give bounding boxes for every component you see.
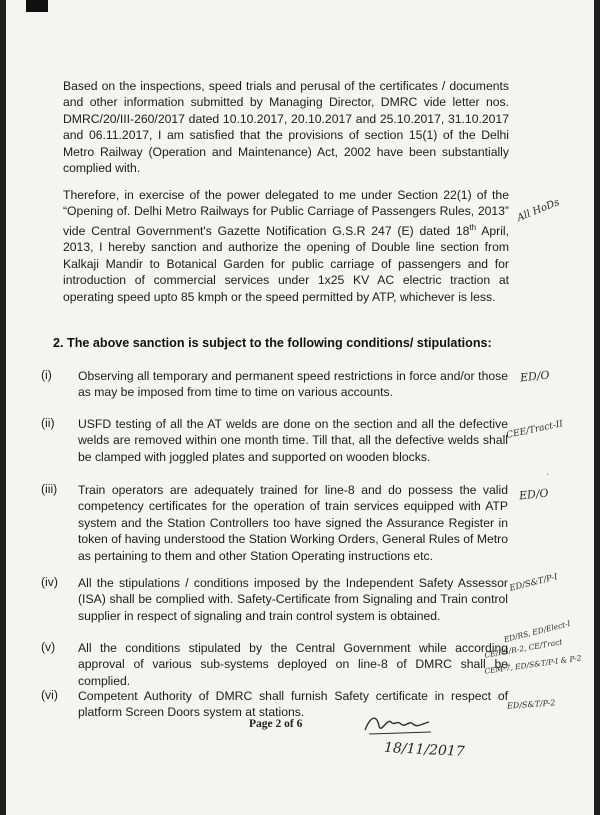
- item-number: (vi): [41, 688, 58, 702]
- page-number: Page 2 of 6: [249, 718, 303, 730]
- ordinal-suffix: th: [469, 222, 477, 232]
- conditions-heading: 2. The above sanction is subject to the following conditions/ stipulations:: [53, 336, 492, 350]
- item-number: (iii): [41, 482, 58, 496]
- handwritten-note-ed-st-p1: ED/S&T/P-I: [508, 572, 559, 594]
- item-number: (v): [41, 640, 56, 654]
- item-number: (i): [41, 368, 52, 382]
- paragraph-inspection: Based on the inspections, speed trials and perusal of the certificates / documents and other information submitted by Managing Director, DMRC vide letter nos. DMRC/20/III-260/2017 dated 10.10.2017, 20.10.2017 and 25.10.2017, 31.10.2017 and 06.11.2017, I am satisfied that the provisions of section 15(1) of the Delhi Metro Railway (Operation and Maintenance) Act, 2002 have been substantially complied with.: [63, 79, 509, 176]
- binder-tab: [26, 0, 48, 12]
- handwritten-date: 18/11/2017: [383, 739, 466, 761]
- condition-item: All the conditions stipulated by the Central Government while according approval of various sub-systems deployed on line-8 of DMRC shall be complied.: [78, 641, 508, 688]
- condition-item: Train operators are adequately trained for line-8 and do possess the valid competency certificates for the operation of train services equipped with ATP system and the Station Controllers too have signed the Assurance Register in token of having understood the Station Working Orders, General Rules of Metro as pertaining to them and other Station Operating instructions etc.: [78, 483, 508, 563]
- item-number: (ii): [41, 416, 55, 430]
- paragraph-sanction-part2: April, 2013, I hereby sanction and authorize the opening of Double line section from Kalkaji Mandir to Botanical Garden for public carriage of passengers and for introduction of commercial services under 1x25 KV AC electric traction at operating speed upto 85 kmph or the speed permitted by ATP, whichever is less.: [63, 223, 510, 304]
- handwritten-note-ed-o: ED/O: [519, 368, 551, 385]
- item-number: (iv): [41, 575, 58, 589]
- scan-border-right: [594, 0, 600, 815]
- handwritten-note-cem: CEM-7, ED/S&T/P-I & P-2: [483, 653, 583, 676]
- handwritten-note-cee-tract: CEE/Tract-II: [505, 419, 564, 441]
- handwritten-note-ce-rs: CE/RS/R-2, CE/Tract: [483, 637, 563, 660]
- handwritten-note-ed-o: ED/O: [518, 486, 550, 503]
- handwritten-note-ed-st-p2: ED/S&T/P-2: [506, 698, 556, 711]
- scan-speck: ·: [546, 470, 550, 481]
- paragraph-sanction: [63, 187, 509, 305]
- condition-item: USFD testing of all the AT welds are done on the section and all the defective welds are removed within one month time. Till that, all the defective welds shall be clamped with joggled plates and supported on wooden blocks.: [78, 417, 508, 464]
- condition-item: Observing all temporary and permanent speed restrictions in force and/or those as may be imposed from time to time on various accounts.: [78, 369, 508, 400]
- condition-item: Competent Authority of DMRC shall furnish Safety certificate in respect of platform Screen Doors system at stations.: [78, 689, 508, 720]
- signature-icon: [361, 710, 441, 740]
- paragraph-sanction-part1: Therefore, in exercise of the power delegated to me under Section 22(1) of the “Opening of. Delhi Metro Railways for Public Carriage of Passengers Rules, 2013” vide Central Government's Gazette Notification G.S.R 247 (E) dated 18: [63, 188, 509, 238]
- document-page: [6, 0, 594, 815]
- handwritten-note-ed-rs: ED/RS, ED/Elect-I: [502, 618, 572, 645]
- condition-item: All the stipulations / conditions imposed by the Independent Safety Assessor (ISA) shall be complied with. Safety-Certificate from Signaling and Train control supplier in respect of signaling and train control system is obtained.: [78, 576, 508, 623]
- handwritten-note-all-hods: All HoDs: [515, 197, 562, 224]
